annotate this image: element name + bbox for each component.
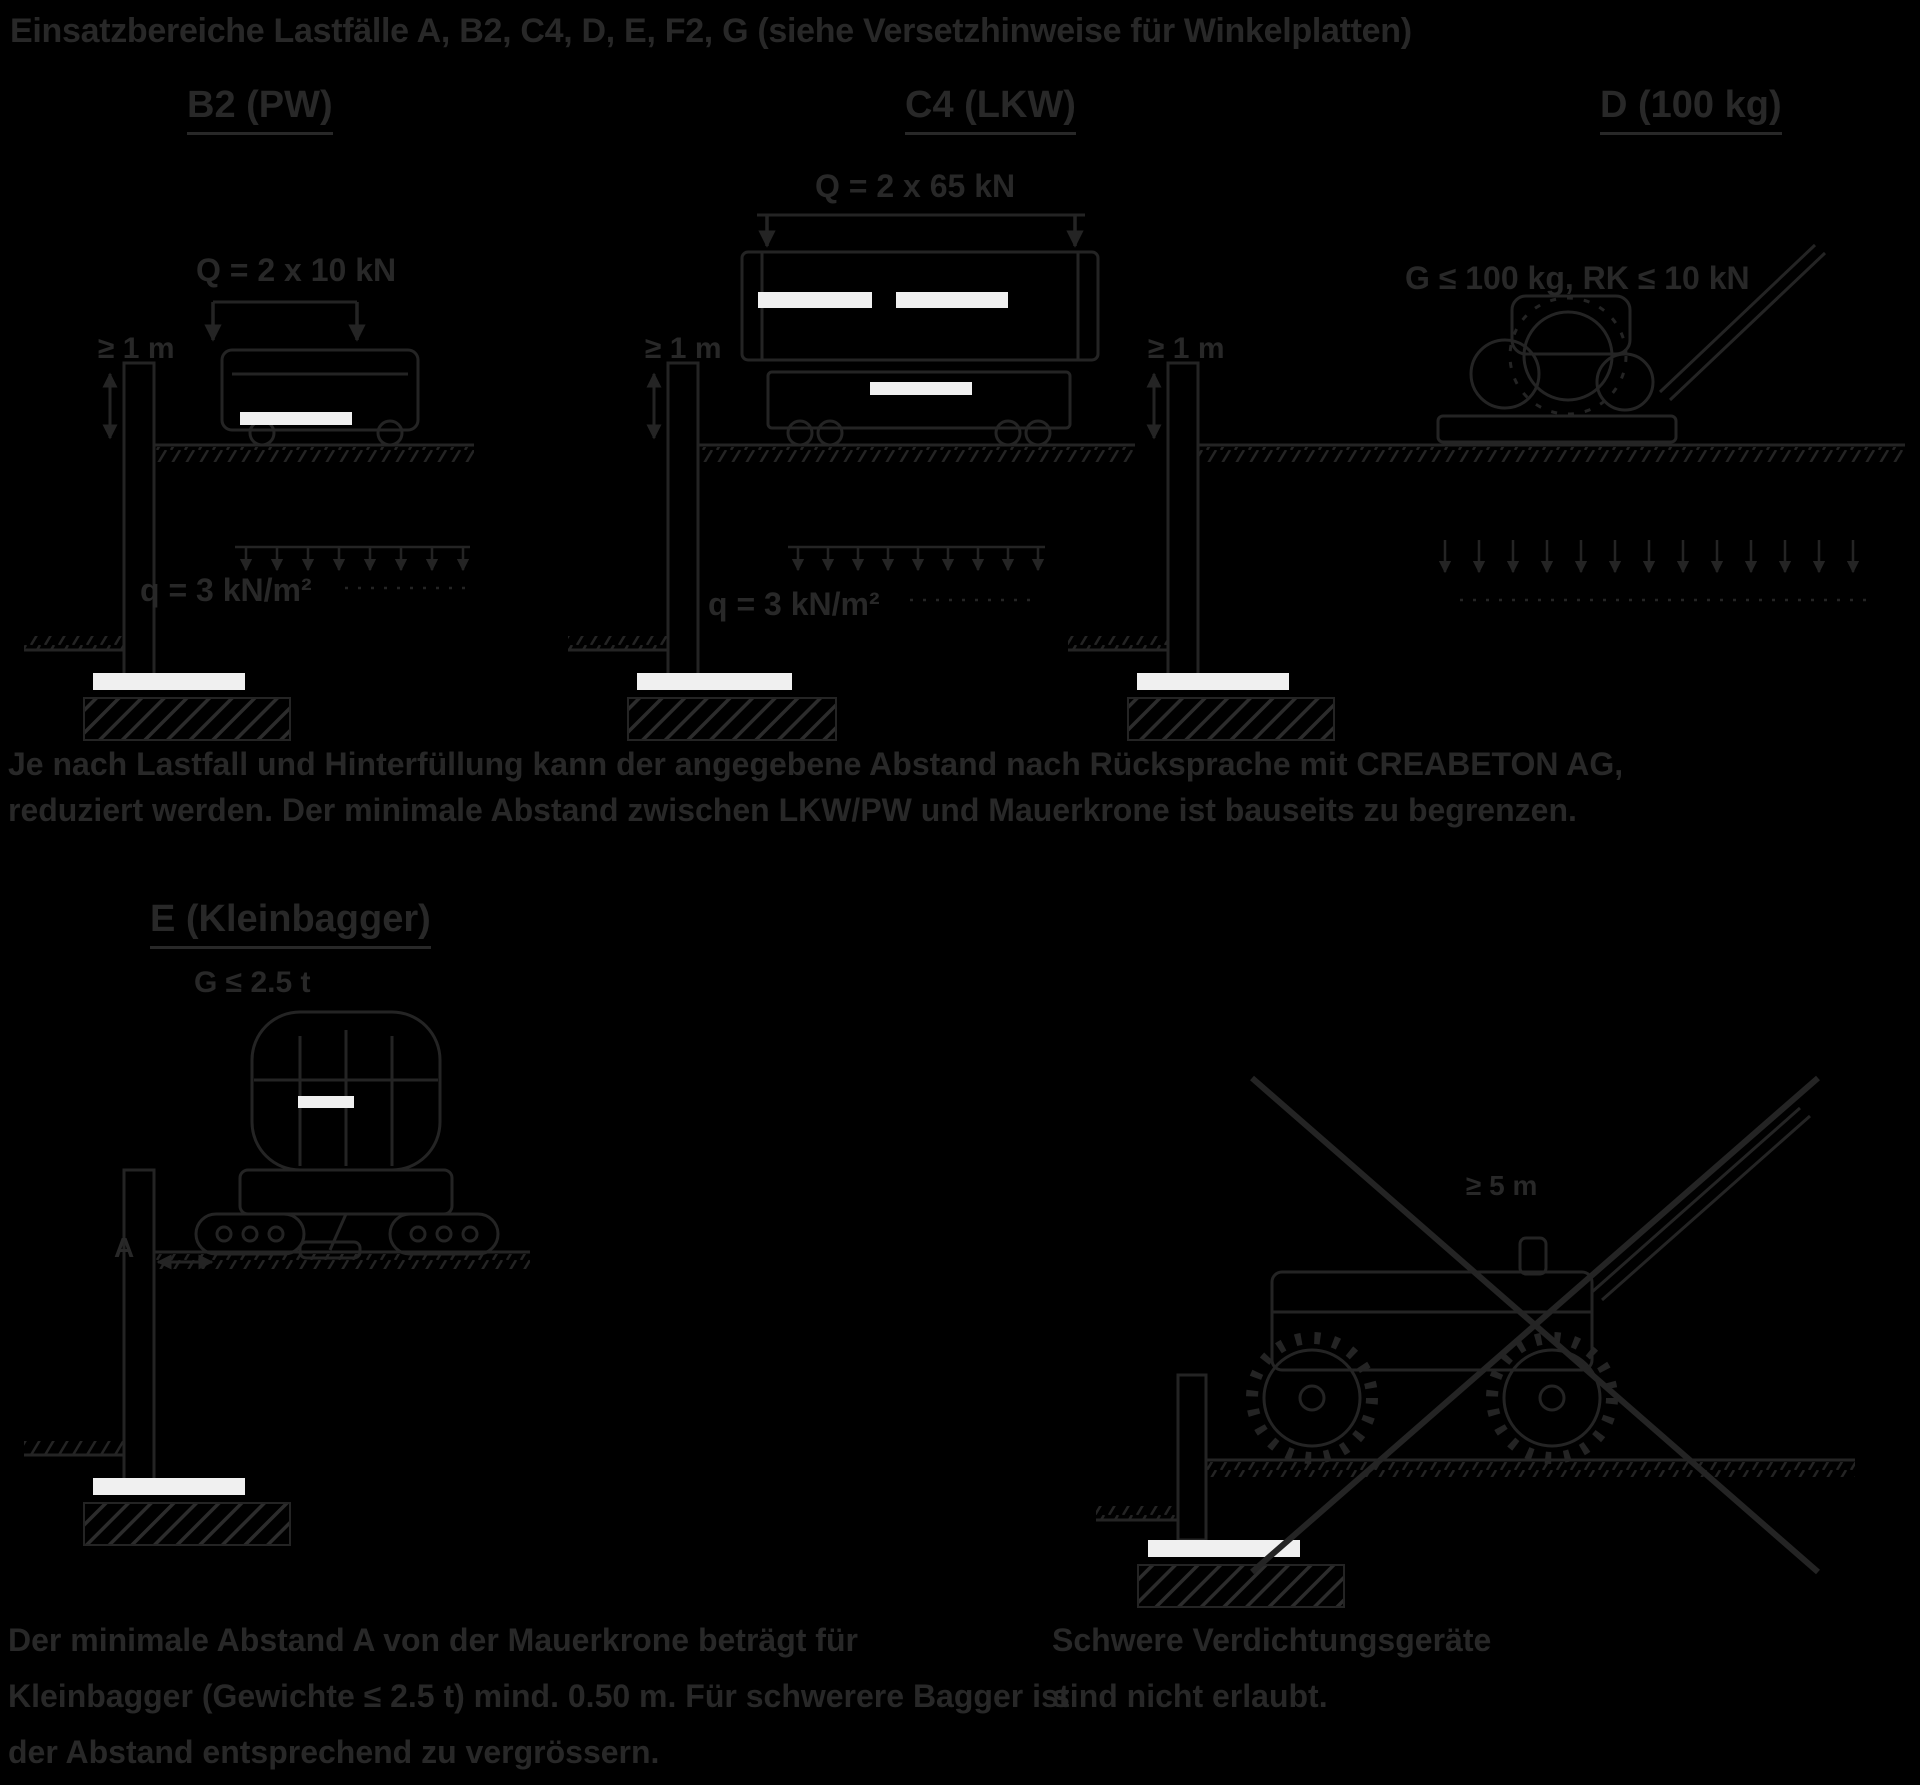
foundation-hatch-block [1128, 698, 1334, 740]
load-label-c4: Q = 2 x 65 kN [815, 168, 1016, 204]
middle-note-line2: reduziert werden. Der minimale Abstand zwischen LKW/PW und Mauerkrone ist bauseits zu begrenzen. [8, 792, 1577, 828]
foundation-hatch-block [628, 698, 836, 740]
retaining-wall [124, 1170, 154, 1485]
dimension-label-a: A [114, 1232, 135, 1263]
footing-highlight [93, 673, 245, 690]
surcharge-label-b2: q = 3 kN/m² [140, 572, 312, 608]
bottom-note-line2: Kleinbagger (Gewichte ≤ 2.5 t) mind. 0.50 m. Für schwerere Bagger ist [8, 1678, 1070, 1714]
ground-hatch [154, 1254, 530, 1269]
retaining-wall [1178, 1375, 1206, 1540]
weight-label-e: G ≤ 2.5 t [194, 966, 311, 999]
foundation-hatch-block [84, 1503, 290, 1545]
boom [330, 1214, 346, 1250]
prohibition-cross [1252, 1078, 1818, 1572]
footing-highlight [93, 1478, 245, 1495]
ground-hatch [698, 447, 1135, 462]
distance-label-b2: ≥ 1 m [98, 332, 175, 365]
truck-drawing [742, 252, 1098, 445]
load-label-d: G ≤ 100 kg, RK ≤ 10 kN [1405, 260, 1750, 296]
surcharge-label-c4: q = 3 kN/m² [708, 586, 880, 622]
retaining-wall [668, 363, 698, 680]
guide-handle [1592, 1108, 1800, 1292]
guide-handle [1602, 1116, 1810, 1300]
footing-highlight [1137, 673, 1289, 690]
retaining-wall [1168, 363, 1198, 680]
ground-hatch [1096, 1506, 1178, 1519]
diagram-b2-drawing [24, 302, 474, 740]
ground-hatch [1068, 636, 1168, 649]
highlight-strip [758, 292, 872, 308]
distance-label-d: ≥ 1 m [1148, 332, 1225, 365]
ground-hatch [568, 636, 668, 649]
header-e: E (Kleinbagger) [150, 898, 431, 949]
ground-hatch [24, 636, 124, 649]
header-d: D (100 kg) [1600, 84, 1782, 135]
ground-hatch [24, 1441, 124, 1454]
foundation-hatch-block [84, 698, 290, 740]
diagram-d-drawing [1068, 245, 1905, 740]
ground-hatch [154, 447, 474, 462]
bottom-note-line3: der Abstand entsprechend zu vergrössern. [8, 1734, 660, 1770]
middle-note-line1: Je nach Lastfall und Hinterfüllung kann der angegebene Abstand nach Rücksprache mit CREABETON AG, [8, 746, 1624, 782]
van-drawing [222, 350, 418, 445]
highlight-strip [240, 412, 352, 425]
mini-excavator-drawing [196, 1012, 498, 1258]
track [390, 1214, 498, 1254]
forbidden-caption-line1: Schwere Verdichtungsgeräte [1052, 1622, 1492, 1658]
ground-hatch [1198, 447, 1905, 462]
foundation-hatch-block [1138, 1565, 1344, 1607]
bottom-note-line1: Der minimale Abstand A von der Mauerkrone beträgt für [8, 1622, 858, 1658]
header-c4: C4 (LKW) [905, 84, 1076, 135]
track [196, 1214, 304, 1254]
ground-hatch [1206, 1462, 1855, 1477]
diagram-e-drawing [24, 1012, 530, 1545]
page-title: Einsatzbereiche Lastfälle A, B2, C4, D, E, F2, G (siehe Versetzhinweise für Winkelplatten) [10, 12, 1412, 50]
load-label-b2: Q = 2 x 10 kN [196, 252, 397, 288]
forbidden-caption-line2: sind nicht erlaubt. [1052, 1678, 1328, 1714]
highlight-strip [896, 292, 1008, 308]
header-b2: B2 (PW) [187, 84, 333, 135]
highlight-strip [298, 1096, 354, 1108]
footing-highlight [637, 673, 792, 690]
distance-label-forbidden: ≥ 5 m [1466, 1170, 1538, 1201]
surcharge-arrows [1445, 540, 1870, 600]
diagram-forbidden-drawing [1096, 1078, 1855, 1607]
highlight-strip [870, 382, 972, 395]
distance-label-c4: ≥ 1 m [645, 332, 722, 365]
diagram-c4-drawing [568, 215, 1135, 740]
retaining-wall [124, 363, 154, 680]
